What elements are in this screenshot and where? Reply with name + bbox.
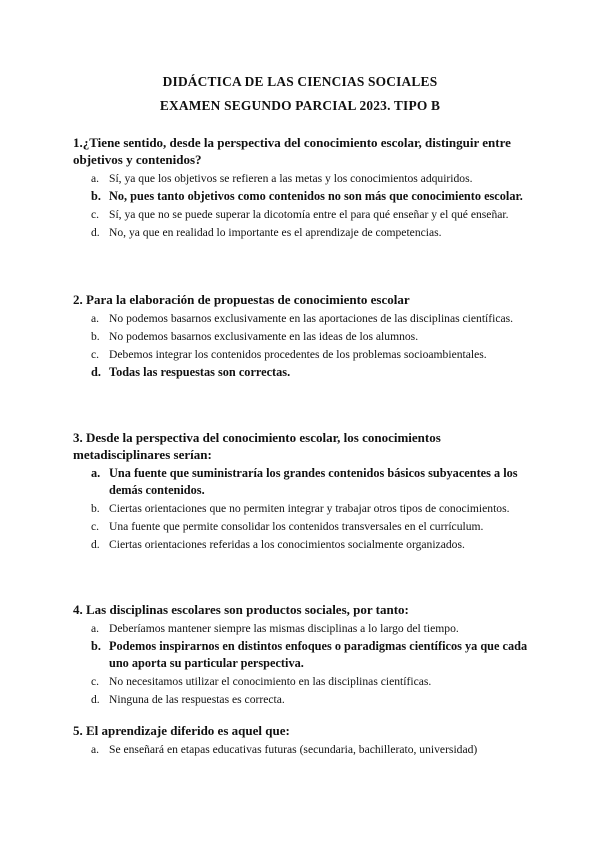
option-d[interactable] <box>73 691 533 708</box>
option-b-correct[interactable] <box>73 638 533 672</box>
option-a[interactable] <box>73 310 533 327</box>
option-letter: d. <box>91 365 101 379</box>
option-c[interactable] <box>73 673 533 690</box>
option-text: No, ya que en realidad lo importante es el aprendizaje de competencias. <box>109 226 442 239</box>
option-letter: a. <box>91 312 100 325</box>
exam-title: DIDÁCTICA DE LAS CIENCIAS SOCIALES <box>162 74 438 89</box>
option-letter: b. <box>91 639 101 653</box>
option-text: No necesitamos utilizar el conocimiento en las disciplinas científicas. <box>109 675 432 688</box>
option-text: Sí, ya que los objetivos se refieren a las metas y los conocimientos adquiridos. <box>109 172 473 185</box>
option-list <box>73 310 533 381</box>
option-text: Una fuente que suministraría los grandes contenidos básicos subyacentes a los demás contenidos. <box>109 466 518 497</box>
option-d[interactable] <box>73 536 533 553</box>
question-2 <box>73 291 533 382</box>
option-text: Debemos integrar los contenidos procedentes de los problemas socioambientales. <box>109 348 487 361</box>
option-text: No podemos basarnos exclusivamente en las ideas de los alumnos. <box>109 330 419 343</box>
option-letter: c. <box>91 520 100 533</box>
option-letter: a. <box>91 743 100 756</box>
option-text: Se enseñará en etapas educativas futuras (secundaria, bachillerato, universidad) <box>109 743 478 756</box>
question-4 <box>73 601 533 709</box>
option-letter: d. <box>91 226 100 239</box>
option-a[interactable] <box>73 620 533 637</box>
question-text: 1.¿Tiene sentido, desde la perspectiva del conocimiento escolar, distinguir entre objetivos y contenidos? <box>73 135 511 167</box>
option-letter: b. <box>91 189 101 203</box>
option-c[interactable] <box>73 518 533 535</box>
option-text: Una fuente que permite consolidar los contenidos transversales en el currículum. <box>109 520 484 533</box>
question-text: 2. Para la elaboración de propuestas de conocimiento escolar <box>73 292 410 307</box>
question-3 <box>73 429 533 554</box>
question-text: 3. Desde la perspectiva del conocimiento escolar, los conocimientos metadisciplinares serían: <box>73 430 441 462</box>
option-text: Podemos inspirarnos en distintos enfoques o paradigmas científicos ya que cada uno aporta su particular perspectiva. <box>109 639 528 670</box>
option-letter: c. <box>91 348 100 361</box>
option-text: No, pues tanto objetivos como contenidos no son más que conocimiento escolar. <box>109 189 523 203</box>
option-list <box>73 620 533 708</box>
option-a-correct[interactable] <box>73 465 533 499</box>
option-letter: c. <box>91 208 100 221</box>
option-text: Todas las respuestas son correctas. <box>109 365 291 379</box>
option-letter: d. <box>91 538 100 551</box>
option-text: Deberíamos mantener siempre las mismas disciplinas a lo largo del tiempo. <box>109 622 459 635</box>
option-letter: a. <box>91 466 101 480</box>
option-letter: c. <box>91 675 100 688</box>
option-text: Sí, ya que no se puede superar la dicotomía entre el para qué enseñar y el qué enseñar. <box>109 208 509 221</box>
option-a[interactable] <box>73 170 533 187</box>
question-text: 4. Las disciplinas escolares son productos sociales, por tanto: <box>73 602 409 617</box>
option-list <box>73 741 533 758</box>
option-letter: b. <box>91 502 100 515</box>
option-a[interactable] <box>73 741 533 758</box>
question-1 <box>73 134 533 242</box>
option-list <box>73 465 533 553</box>
option-letter: a. <box>91 172 100 185</box>
option-d[interactable] <box>73 224 533 241</box>
option-text: Ciertas orientaciones que no permiten integrar y trabajar otros tipos de conocimientos. <box>109 502 510 515</box>
option-b[interactable] <box>73 328 533 345</box>
option-letter: b. <box>91 330 100 343</box>
option-d-correct[interactable] <box>73 364 533 381</box>
option-b-correct[interactable] <box>73 188 533 205</box>
option-c[interactable] <box>73 206 533 223</box>
option-letter: d. <box>91 693 100 706</box>
question-5 <box>73 722 533 759</box>
option-text: Ciertas orientaciones referidas a los conocimientos socialmente organizados. <box>109 538 465 551</box>
question-text: 5. El aprendizaje diferido es aquel que: <box>73 723 290 738</box>
exam-subtitle: EXAMEN SEGUNDO PARCIAL 2023. TIPO B <box>159 98 441 113</box>
option-c[interactable] <box>73 346 533 363</box>
option-text: No podemos basarnos exclusivamente en las aportaciones de las disciplinas científicas. <box>109 312 514 325</box>
option-text: Ninguna de las respuestas es correcta. <box>109 693 285 706</box>
option-letter: a. <box>91 622 100 635</box>
option-list <box>73 170 533 241</box>
option-b[interactable] <box>73 500 533 517</box>
